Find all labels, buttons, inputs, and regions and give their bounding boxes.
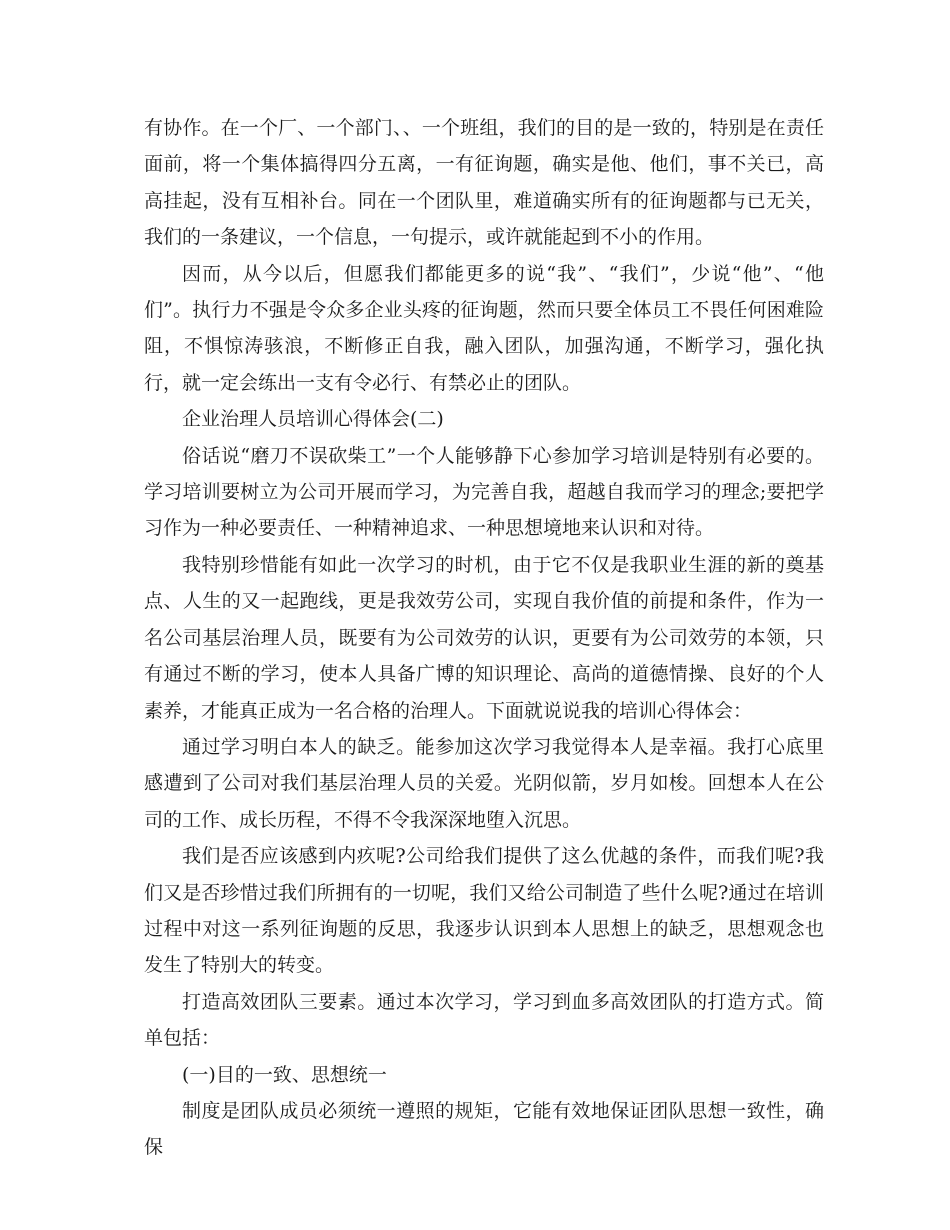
paragraph-opportunity: 我特别珍惜能有如此一次学习的时机，由于它不仅是我职业生涯的新的奠基点、人生的又一起跑线，更是我效劳公司，实现自我价值的前提和条件，作为一名公司基层治理人员，既要有为公司效劳的认识，更要有为公司效劳的本领，只有通过不断的学习，使本人具备广博的知识理论、高尚的道德情操、良好的个人素养，才能真正成为一名合格的治理人。下面就说说我的培训心得体会： — [144, 553, 824, 722]
document-body — [144, 110, 824, 1166]
paragraph-three-elements: 打造高效团队三要素。通过本次学习，学习到血多高效团队的打造方式。简单包括： — [144, 990, 824, 1050]
paragraph-shortcomings: 通过学习明白本人的缺乏。能参加这次学习我觉得本人是幸福。我打心底里感遭到了公司对我们基层治理人员的关爱。光阴似箭，岁月如梭。回想本人在公司的工作、成长历程，不得不令我深深地堕入沉思。 — [144, 735, 824, 831]
paragraph-intro: 俗话说“磨刀不误砍柴工”一个人能够静下心参加学习培训是特别有必要的。学习培训要树立为公司开展而学习，为完善自我，超越自我而学习的理念;要把学习作为一种必要责任、一种精神追求、一种思想境地来认识和对待。 — [144, 444, 824, 540]
paragraph-continuation: 有协作。在一个厂、一个部门、、一个班组，我们的目的是一致的，特别是在责任面前，将一个集体搞得四分五离，一有征询题，确实是他、他们，事不关已，高高挂起，没有互相补台。同在一个团队里，难道确实所有的征询题都与已无关，我们的一条建议，一个信息，一句提示，或许就能起到不小的作用。 — [144, 117, 824, 249]
section-heading: 企业治理人员培训心得体会(二) — [182, 408, 444, 431]
subheading-goal-unity: (一)目的一致、思想统一 — [182, 1063, 387, 1086]
paragraph-teamwork-conclusion: 因而，从今以后，但愿我们都能更多的说“我”、“我们”，少说“他”、“他们”。执行力不强是令众多企业头疼的征询题，然而只要全体员工不畏任何困难险阻，不惧惊涛骇浪，不断修正自我，融入团队，加强沟通，不断学习，强化执行，就一定会练出一支有令必行、有禁必止的团队。 — [144, 262, 824, 394]
paragraph-reflection: 我们是否应该感到内疚呢?公司给我们提供了这么优越的条件，而我们呢?我们又是否珍惜过我们所拥有的一切呢，我们又给公司制造了些什么呢?通过在培训过程中对这一系列征询题的反思，我逐步认识到本人思想上的缺乏，思想观念也发生了特别大的转变。 — [144, 845, 824, 977]
paragraph-rules: 制度是团队成员必须统一遵照的规矩，它能有效地保证团队思想一致性，确保 — [144, 1099, 824, 1159]
